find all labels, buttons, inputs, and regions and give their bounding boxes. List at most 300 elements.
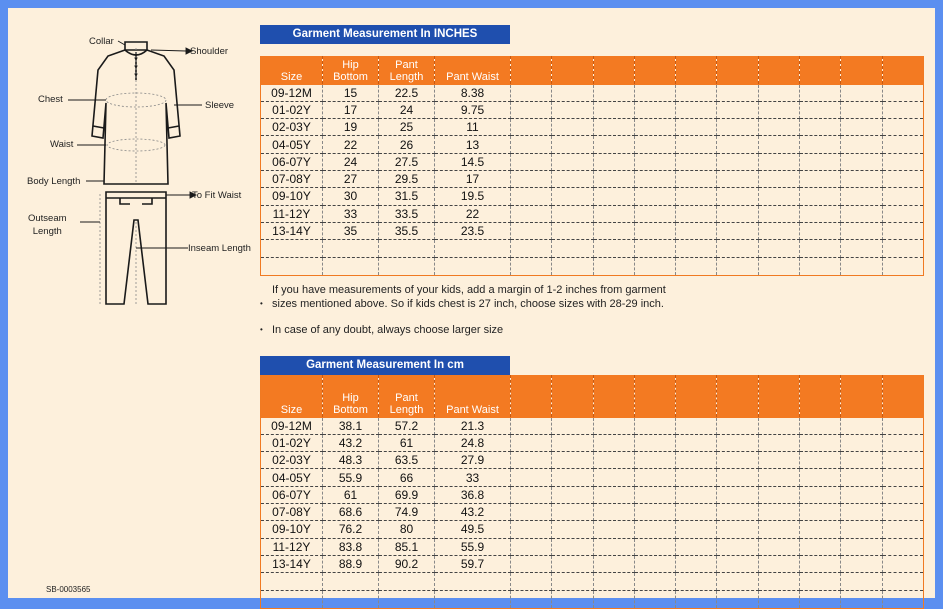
- table-header-row: [261, 375, 924, 417]
- empty-cell: [800, 591, 841, 609]
- empty-cell: [593, 538, 634, 555]
- empty-cell: [676, 101, 717, 118]
- note-text: If you have measurements of your kids, add a margin of 1-2 inches from garment sizes mentioned above. So if kids chest is 27 inch, choose sizes with 28-29 inch.: [272, 284, 666, 310]
- empty-cell: [676, 153, 717, 170]
- header-hip-bottom: Hip Bottom: [323, 375, 379, 417]
- empty-cell: [323, 240, 379, 258]
- empty-cell: [552, 434, 593, 451]
- empty-row: [261, 258, 924, 276]
- header-pant-length: Pant Length: [379, 375, 435, 417]
- empty-cell: [800, 119, 841, 136]
- empty-cell: [511, 555, 552, 572]
- empty-cell: [676, 469, 717, 486]
- empty-cell: [717, 153, 758, 170]
- empty-cell: [634, 521, 675, 538]
- empty-cell: [261, 573, 323, 591]
- empty-cell: [882, 503, 923, 520]
- empty-cell: [511, 188, 552, 205]
- empty-cell: [882, 101, 923, 118]
- empty-cell: [593, 84, 634, 101]
- table-row: [261, 205, 924, 222]
- empty-cell: [758, 486, 799, 503]
- empty-cell: [717, 486, 758, 503]
- empty-cell: [676, 573, 717, 591]
- empty-cell: [882, 119, 923, 136]
- empty-cell: [800, 240, 841, 258]
- size-cell: 02-03Y: [261, 119, 323, 136]
- empty-cell: [511, 119, 552, 136]
- empty-cell: [882, 240, 923, 258]
- empty-cell: [841, 469, 882, 486]
- empty-cell: [552, 591, 593, 609]
- empty-cell: [882, 469, 923, 486]
- empty-cell: [634, 417, 675, 434]
- empty-cell: [676, 240, 717, 258]
- empty-cell: [593, 222, 634, 239]
- empty-cell: [758, 170, 799, 187]
- empty-cell: [841, 452, 882, 469]
- empty-cell: [882, 170, 923, 187]
- empty-cell: [882, 136, 923, 153]
- hip-bottom-cell: 30: [323, 188, 379, 205]
- table-row: [261, 469, 924, 486]
- bullet-icon: •: [260, 299, 263, 308]
- table-row: [261, 222, 924, 239]
- empty-cell: [758, 136, 799, 153]
- hip-bottom-cell: 76.2: [323, 521, 379, 538]
- empty-cell: [758, 521, 799, 538]
- empty-cell: [800, 222, 841, 239]
- empty-cell: [800, 84, 841, 101]
- empty-cell: [717, 538, 758, 555]
- body-length-label: Body Length: [27, 176, 81, 187]
- empty-cell: [552, 101, 593, 118]
- empty-cell: [800, 136, 841, 153]
- empty-cell: [634, 240, 675, 258]
- empty-cell: [511, 258, 552, 276]
- hip-bottom-cell: 83.8: [323, 538, 379, 555]
- empty-cell: [717, 555, 758, 572]
- pant-length-cell: 69.9: [379, 486, 435, 503]
- empty-cell: [511, 222, 552, 239]
- empty-cell: [676, 417, 717, 434]
- empty-cell: [634, 222, 675, 239]
- pant-length-cell: 90.2: [379, 555, 435, 572]
- pant-waist-cell: 13: [435, 136, 511, 153]
- size-cell: 06-07Y: [261, 486, 323, 503]
- empty-cell: [511, 503, 552, 520]
- empty-cell: [758, 205, 799, 222]
- kurta-pajama-outline-icon: [8, 8, 268, 328]
- empty-cell: [717, 417, 758, 434]
- empty-cell: [552, 188, 593, 205]
- empty-cell: [882, 573, 923, 591]
- empty-cell: [717, 258, 758, 276]
- empty-cell: [511, 153, 552, 170]
- empty-cell: [676, 136, 717, 153]
- empty-cell: [511, 486, 552, 503]
- empty-cell: [800, 205, 841, 222]
- empty-cell: [758, 258, 799, 276]
- size-chart-sheet: [8, 8, 935, 598]
- empty-cell: [758, 503, 799, 520]
- empty-cell: [552, 153, 593, 170]
- pant-length-cell: 27.5: [379, 153, 435, 170]
- empty-cell: [882, 521, 923, 538]
- empty-cell: [676, 521, 717, 538]
- hip-bottom-cell: 27: [323, 170, 379, 187]
- empty-cell: [552, 469, 593, 486]
- inches-table-banner: Garment Measurement In INCHES: [260, 25, 510, 44]
- empty-cell: [758, 84, 799, 101]
- empty-cell: [261, 258, 323, 276]
- table-row: [261, 119, 924, 136]
- empty-cell: [841, 101, 882, 118]
- pant-waist-cell: 21.3: [435, 417, 511, 434]
- size-cell: 01-02Y: [261, 434, 323, 451]
- pant-length-cell: 85.1: [379, 538, 435, 555]
- empty-cell: [511, 240, 552, 258]
- empty-cell: [552, 136, 593, 153]
- empty-cell: [758, 101, 799, 118]
- empty-cell: [552, 240, 593, 258]
- empty-cell: [435, 240, 511, 258]
- pant-length-cell: 24: [379, 101, 435, 118]
- pant-waist-cell: 9.75: [435, 101, 511, 118]
- hip-bottom-cell: 19: [323, 119, 379, 136]
- empty-cell: [841, 417, 882, 434]
- empty-cell: [676, 452, 717, 469]
- empty-cell: [717, 434, 758, 451]
- inches-measurement-table: [260, 56, 924, 276]
- empty-cell: [800, 555, 841, 572]
- empty-cell: [800, 434, 841, 451]
- empty-cell: [841, 538, 882, 555]
- note-text: In case of any doubt, always choose larger size: [272, 324, 504, 336]
- pant-length-cell: 33.5: [379, 205, 435, 222]
- cm-measurement-table: [260, 375, 924, 609]
- pant-length-cell: 74.9: [379, 503, 435, 520]
- empty-cell: [841, 258, 882, 276]
- header-size: Size: [261, 375, 323, 417]
- pant-waist-cell: 8.38: [435, 84, 511, 101]
- empty-cell: [634, 538, 675, 555]
- pant-length-cell: 22.5: [379, 84, 435, 101]
- hip-bottom-cell: 17: [323, 101, 379, 118]
- empty-cell: [552, 205, 593, 222]
- empty-cell: [552, 452, 593, 469]
- empty-cell: [800, 452, 841, 469]
- table-row: [261, 188, 924, 205]
- empty-cell: [841, 521, 882, 538]
- pant-length-cell: 35.5: [379, 222, 435, 239]
- empty-cell: [882, 417, 923, 434]
- empty-cell: [379, 258, 435, 276]
- empty-cell: [593, 101, 634, 118]
- empty-cell: [758, 153, 799, 170]
- pant-length-cell: 31.5: [379, 188, 435, 205]
- empty-cell: [593, 503, 634, 520]
- header-pant-length: Pant Length: [379, 56, 435, 84]
- empty-cell: [800, 258, 841, 276]
- empty-cell: [634, 452, 675, 469]
- empty-cell: [758, 538, 799, 555]
- empty-cell: [634, 101, 675, 118]
- size-cell: 04-05Y: [261, 469, 323, 486]
- pant-waist-cell: 27.9: [435, 452, 511, 469]
- hip-bottom-cell: 15: [323, 84, 379, 101]
- empty-cell: [717, 521, 758, 538]
- sizing-notes: [260, 283, 680, 337]
- empty-cell: [841, 240, 882, 258]
- table-row: [261, 101, 924, 118]
- note-item: [260, 283, 680, 311]
- empty-cell: [435, 591, 511, 609]
- empty-cell: [511, 573, 552, 591]
- table-header-row: [261, 56, 924, 84]
- empty-cell: [552, 486, 593, 503]
- empty-cell: [800, 153, 841, 170]
- empty-cell: [800, 573, 841, 591]
- empty-cell: [717, 469, 758, 486]
- empty-cell: [511, 591, 552, 609]
- empty-cell: [841, 503, 882, 520]
- size-cell: 13-14Y: [261, 555, 323, 572]
- empty-cell: [634, 258, 675, 276]
- pant-length-cell: 80: [379, 521, 435, 538]
- empty-cell: [758, 452, 799, 469]
- empty-cell: [552, 258, 593, 276]
- empty-cell: [717, 136, 758, 153]
- table-row: [261, 555, 924, 572]
- empty-cell: [758, 222, 799, 239]
- empty-cell: [882, 188, 923, 205]
- empty-cell: [593, 591, 634, 609]
- empty-cell: [676, 222, 717, 239]
- cm-table-banner: Garment Measurement In cm: [260, 356, 510, 375]
- size-cell: 11-12Y: [261, 538, 323, 555]
- empty-cell: [593, 521, 634, 538]
- empty-cell: [676, 538, 717, 555]
- pant-length-cell: 61: [379, 434, 435, 451]
- bullet-icon: •: [260, 325, 263, 334]
- empty-cell: [323, 258, 379, 276]
- empty-cell: [552, 222, 593, 239]
- product-code: SB-0003565: [46, 585, 91, 594]
- pant-length-cell: 57.2: [379, 417, 435, 434]
- table-row: [261, 452, 924, 469]
- size-cell: 09-10Y: [261, 188, 323, 205]
- empty-cell: [511, 417, 552, 434]
- pant-length-cell: 25: [379, 119, 435, 136]
- table-row: [261, 521, 924, 538]
- empty-cell: [882, 538, 923, 555]
- empty-cell: [717, 573, 758, 591]
- empty-cell: [800, 170, 841, 187]
- table-row: [261, 538, 924, 555]
- table-row: [261, 153, 924, 170]
- table-row: [261, 84, 924, 101]
- empty-cell: [676, 205, 717, 222]
- pant-waist-cell: 36.8: [435, 486, 511, 503]
- empty-cell: [261, 591, 323, 609]
- empty-cell: [758, 240, 799, 258]
- empty-cell: [552, 555, 593, 572]
- empty-cell: [758, 434, 799, 451]
- empty-cell: [552, 119, 593, 136]
- hip-bottom-cell: 55.9: [323, 469, 379, 486]
- empty-cell: [717, 503, 758, 520]
- header-size: Size: [261, 56, 323, 84]
- pant-waist-cell: 17: [435, 170, 511, 187]
- empty-cell: [717, 188, 758, 205]
- pant-waist-cell: 33: [435, 469, 511, 486]
- size-cell: 04-05Y: [261, 136, 323, 153]
- header-hip-bottom: Hip Bottom: [323, 56, 379, 84]
- empty-cell: [552, 573, 593, 591]
- empty-cell: [758, 591, 799, 609]
- empty-cell: [593, 240, 634, 258]
- empty-cell: [511, 205, 552, 222]
- pant-length-cell: 63.5: [379, 452, 435, 469]
- empty-cell: [676, 503, 717, 520]
- pant-waist-cell: 55.9: [435, 538, 511, 555]
- header-pant-waist: Pant Waist: [435, 56, 511, 84]
- table-row: [261, 136, 924, 153]
- empty-cell: [593, 452, 634, 469]
- empty-cell: [593, 469, 634, 486]
- empty-cell: [758, 188, 799, 205]
- empty-cell: [323, 591, 379, 609]
- empty-cell: [435, 258, 511, 276]
- inseam-length-label: Inseam Length: [188, 243, 251, 254]
- empty-cell: [323, 573, 379, 591]
- empty-cell: [511, 538, 552, 555]
- empty-cell: [717, 452, 758, 469]
- empty-cell: [552, 417, 593, 434]
- empty-cell: [717, 205, 758, 222]
- sleeve-label: Sleeve: [205, 100, 235, 111]
- hip-bottom-cell: 38.1: [323, 417, 379, 434]
- empty-cell: [841, 573, 882, 591]
- empty-cell: [841, 205, 882, 222]
- size-cell: 07-08Y: [261, 170, 323, 187]
- empty-cell: [593, 486, 634, 503]
- empty-cell: [841, 555, 882, 572]
- empty-cell: [435, 573, 511, 591]
- empty-cell: [261, 240, 323, 258]
- size-cell: 11-12Y: [261, 205, 323, 222]
- empty-cell: [882, 222, 923, 239]
- empty-cell: [552, 170, 593, 187]
- empty-cell: [552, 538, 593, 555]
- empty-cell: [758, 417, 799, 434]
- pant-waist-cell: 49.5: [435, 521, 511, 538]
- empty-cell: [593, 434, 634, 451]
- empty-cell: [717, 591, 758, 609]
- empty-cell: [676, 84, 717, 101]
- empty-cell: [800, 188, 841, 205]
- pant-waist-cell: 22: [435, 205, 511, 222]
- empty-row: [261, 240, 924, 258]
- hip-bottom-cell: 61: [323, 486, 379, 503]
- empty-cell: [634, 503, 675, 520]
- empty-cell: [511, 521, 552, 538]
- table-row: [261, 170, 924, 187]
- empty-cell: [634, 153, 675, 170]
- pant-waist-cell: 43.2: [435, 503, 511, 520]
- empty-cell: [552, 84, 593, 101]
- size-cell: 09-10Y: [261, 521, 323, 538]
- waist-label: Waist: [50, 139, 74, 150]
- empty-cell: [552, 521, 593, 538]
- empty-cell: [676, 591, 717, 609]
- empty-cell: [593, 136, 634, 153]
- empty-cell: [717, 84, 758, 101]
- empty-cell: [800, 486, 841, 503]
- pant-waist-cell: 11: [435, 119, 511, 136]
- empty-cell: [379, 240, 435, 258]
- empty-cell: [841, 84, 882, 101]
- empty-cell: [511, 170, 552, 187]
- empty-cell: [676, 258, 717, 276]
- pant-waist-cell: 14.5: [435, 153, 511, 170]
- shoulder-label: Shoulder: [190, 46, 229, 57]
- size-cell: 06-07Y: [261, 153, 323, 170]
- empty-cell: [882, 555, 923, 572]
- empty-cell: [634, 119, 675, 136]
- size-cell: 09-12M: [261, 417, 323, 434]
- empty-cell: [676, 434, 717, 451]
- to-fit-waist-label: To Fit Waist: [192, 190, 242, 201]
- hip-bottom-cell: 35: [323, 222, 379, 239]
- empty-cell: [634, 434, 675, 451]
- pant-waist-cell: 19.5: [435, 188, 511, 205]
- garment-diagram: [8, 8, 268, 328]
- hip-bottom-cell: 88.9: [323, 555, 379, 572]
- empty-cell: [676, 188, 717, 205]
- hip-bottom-cell: 24: [323, 153, 379, 170]
- pant-length-cell: 66: [379, 469, 435, 486]
- empty-cell: [800, 469, 841, 486]
- empty-cell: [634, 573, 675, 591]
- empty-cell: [676, 486, 717, 503]
- size-cell: 01-02Y: [261, 101, 323, 118]
- empty-cell: [593, 417, 634, 434]
- hip-bottom-cell: 68.6: [323, 503, 379, 520]
- empty-cell: [841, 591, 882, 609]
- empty-cell: [800, 417, 841, 434]
- empty-cell: [676, 555, 717, 572]
- empty-cell: [841, 434, 882, 451]
- pant-waist-cell: 24.8: [435, 434, 511, 451]
- empty-cell: [882, 452, 923, 469]
- empty-cell: [634, 469, 675, 486]
- empty-cell: [758, 555, 799, 572]
- empty-cell: [634, 188, 675, 205]
- empty-cell: [379, 591, 435, 609]
- collar-label: Collar: [89, 36, 114, 47]
- empty-cell: [882, 84, 923, 101]
- empty-cell: [676, 119, 717, 136]
- empty-cell: [841, 119, 882, 136]
- hip-bottom-cell: 22: [323, 136, 379, 153]
- size-cell: 09-12M: [261, 84, 323, 101]
- empty-cell: [717, 240, 758, 258]
- empty-cell: [841, 136, 882, 153]
- empty-cell: [841, 170, 882, 187]
- pant-length-cell: 29.5: [379, 170, 435, 187]
